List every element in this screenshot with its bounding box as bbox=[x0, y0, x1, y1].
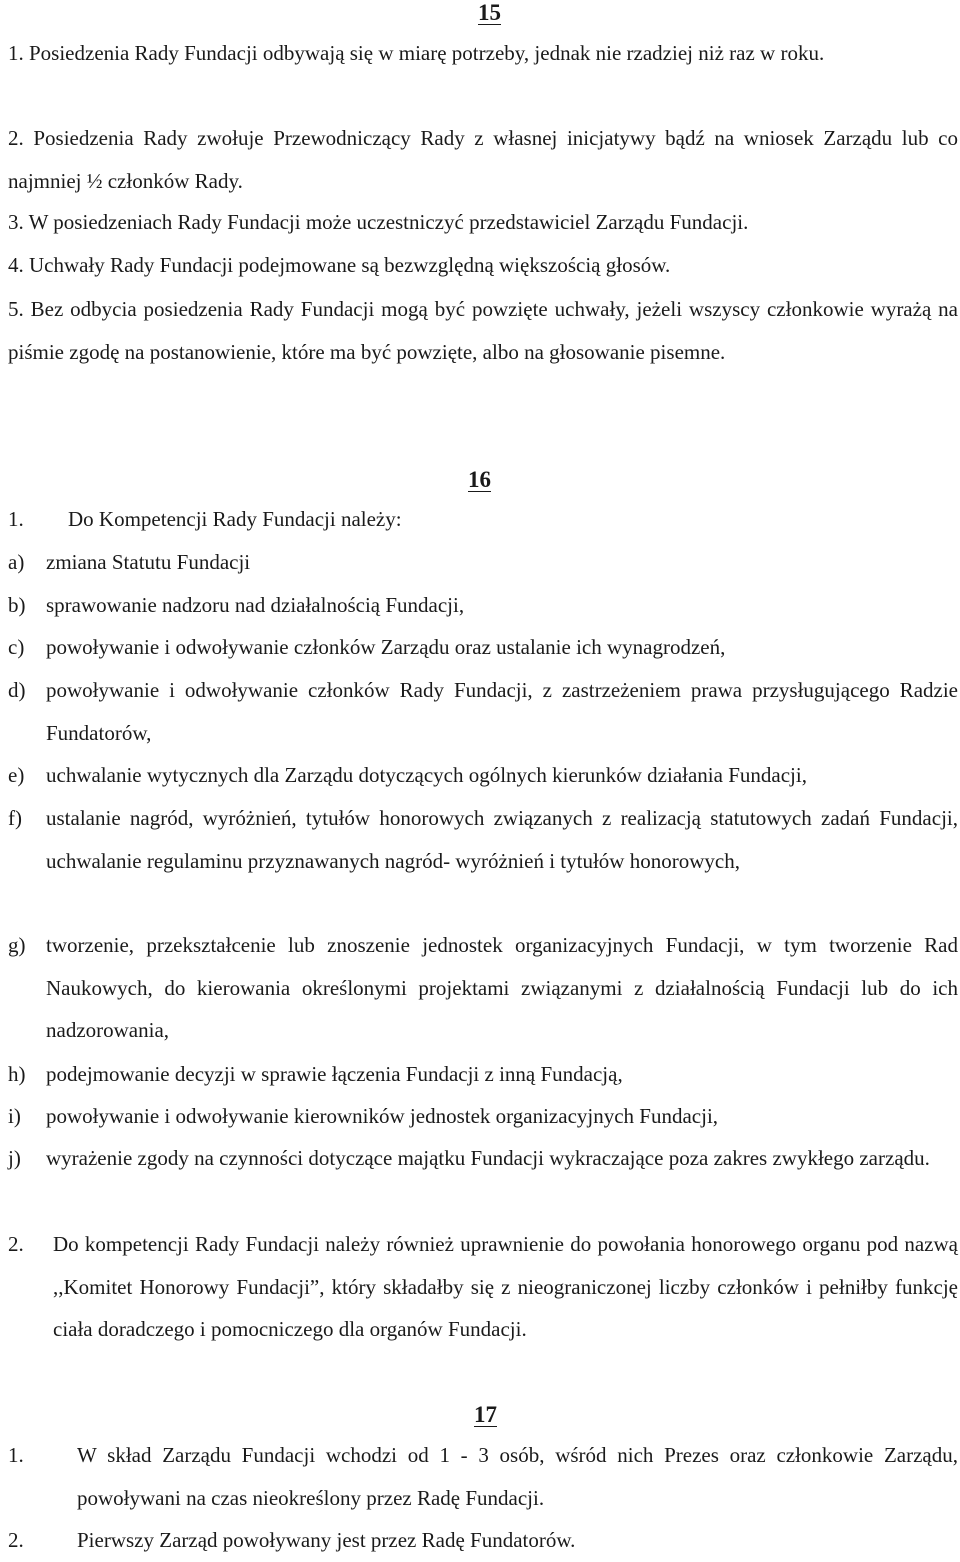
list-item-text: uchwalanie wytycznych dla Zarządu dotyczących ogólnych kierunków działania Fundacji, bbox=[46, 763, 807, 787]
section-15-paragraph-4: 4. Uchwały Rady Fundacji podejmowane są bezwzględną większością głosów. bbox=[8, 253, 671, 277]
section-15-heading: 15 bbox=[478, 0, 501, 25]
list-item-text: tworzenie, przekształcenie lub znoszenie jednostek organizacyjnych Fundacji, w tym tworzenie Rad Naukowych, do kierowania określonymi projektami związanymi z działalnością Fundacji lub do ich nadzorowania, bbox=[46, 933, 958, 1042]
section-15-paragraph-2: 2. Posiedzenia Rady zwołuje Przewodniczący Rady z własnej inicjatywy bądź na wniosek Zarządu lub co najmniej ½ członków Rady. bbox=[8, 126, 958, 193]
list-item-text: Pierwszy Zarząd powoływany jest przez Radę Fundatorów. bbox=[77, 1528, 576, 1552]
list-item-label: c) bbox=[8, 635, 25, 659]
list-item-label: g) bbox=[8, 933, 26, 957]
list-item-label: b) bbox=[8, 593, 26, 617]
section-16-intro bbox=[8, 498, 958, 541]
section-17-heading: 17 bbox=[474, 1402, 497, 1427]
section-16-intro-text: Do Kompetencji Rady Fundacji należy: bbox=[68, 507, 402, 531]
section-16-item-a bbox=[8, 541, 958, 584]
list-item-text: sprawowanie nadzoru nad działalnością Fundacji, bbox=[46, 593, 465, 617]
list-item-label: h) bbox=[8, 1062, 26, 1086]
section-16-item-e bbox=[8, 754, 958, 797]
list-item-text: ustalanie nagród, wyróżnień, tytułów honorowych związanych z realizacją statutowych zadań Fundacji, uchwalanie regulaminu przyznawanych nagród- wyróżnień i tytułów honorowych, bbox=[46, 806, 958, 873]
list-item-label: f) bbox=[8, 806, 22, 830]
section-16-item-d bbox=[8, 669, 958, 754]
section-16-intro-label: 1. bbox=[8, 507, 24, 531]
list-item-text: powoływanie i odwoływanie członków Rady Fundacji, z zastrzeżeniem prawa przysługującego Radzie Fundatorów, bbox=[46, 678, 958, 745]
point-label: 2. bbox=[8, 1232, 24, 1256]
list-item-text: powoływanie i odwoływanie kierowników jednostek organizacyjnych Fundacji, bbox=[46, 1104, 719, 1128]
list-item-label: d) bbox=[8, 678, 26, 702]
list-item-text: wyrażenie zgody na czynności dotyczące majątku Fundacji wykraczające poza zakres zwykłego zarządu. bbox=[46, 1146, 930, 1170]
list-item-text: W skład Zarządu Fundacji wchodzi od 1 - 3 osób, wśród nich Prezes oraz członkowie Zarządu, powoływani na czas nieokreślony przez Radę Fundacji. bbox=[77, 1443, 958, 1510]
section-16-item-b bbox=[8, 584, 958, 627]
section-16-item-i bbox=[8, 1095, 958, 1138]
section-17-item-2 bbox=[8, 1519, 958, 1562]
list-item-label: 1. bbox=[8, 1443, 24, 1467]
list-item-text: podejmowanie decyzji w sprawie łączenia Fundacji z inną Fundacją, bbox=[46, 1062, 623, 1086]
section-17-item-1 bbox=[8, 1434, 958, 1519]
section-16-item-f bbox=[8, 797, 958, 882]
section-15-paragraph-1: 1. Posiedzenia Rady Fundacji odbywają się w miarę potrzeby, jednak nie rzadziej niż raz w roku. bbox=[8, 41, 825, 65]
list-item-text: zmiana Statutu Fundacji bbox=[46, 550, 251, 574]
section-16-item-h bbox=[8, 1053, 958, 1096]
section-16-point-2 bbox=[8, 1223, 958, 1351]
list-item-label: j) bbox=[8, 1146, 21, 1170]
section-15-paragraph-5: 5. Bez odbycia posiedzenia Rady Fundacji mogą być powzięte uchwały, jeżeli wszyscy członkowie wyrażą na piśmie zgodę na postanowienie, które ma być powzięte, albo na głosowanie pisemne. bbox=[8, 297, 958, 364]
section-16-item-j bbox=[8, 1137, 958, 1180]
section-16-item-g bbox=[8, 924, 958, 1052]
list-item-label: a) bbox=[8, 550, 25, 574]
section-16-heading: 16 bbox=[468, 467, 491, 492]
point-text: Do kompetencji Rady Fundacji należy również uprawnienie do powołania honorowego organu pod nazwą ,,Komitet Honorowy Fundacji”, który składałby się z nieograniczonej liczby członków i pełniłby funkcję ciała doradczego i pomocniczego dla organów Fundacji. bbox=[53, 1232, 958, 1341]
list-item-label: e) bbox=[8, 763, 25, 787]
list-item-label: i) bbox=[8, 1104, 21, 1128]
list-item-label: 2. bbox=[8, 1528, 24, 1552]
section-16-item-c bbox=[8, 626, 958, 669]
section-15-paragraph-3: 3. W posiedzeniach Rady Fundacji może uczestniczyć przedstawiciel Zarządu Fundacji. bbox=[8, 210, 749, 234]
list-item-text: powoływanie i odwoływanie członków Zarządu oraz ustalanie ich wynagrodzeń, bbox=[46, 635, 726, 659]
